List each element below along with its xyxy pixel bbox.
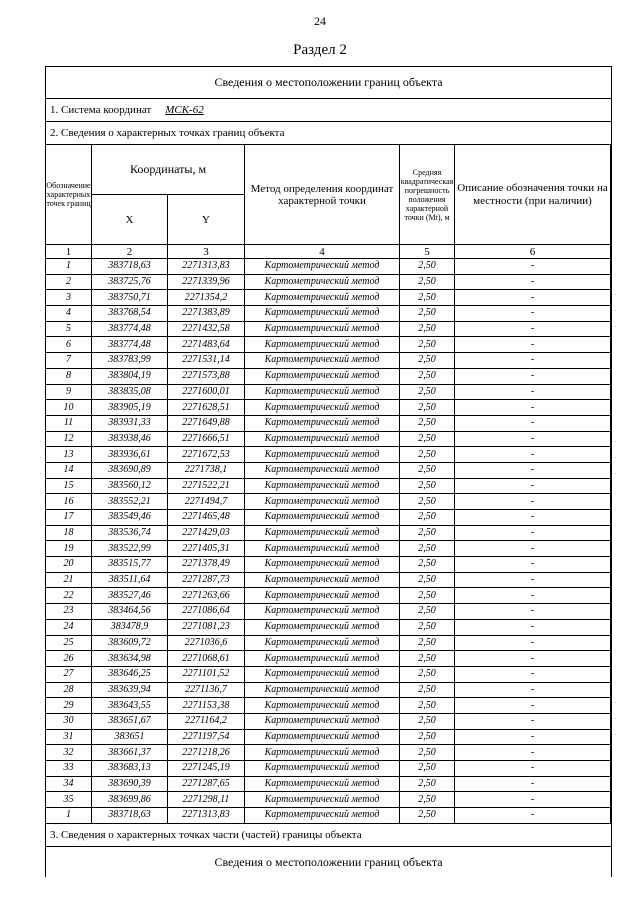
x-cell: 383536,74 — [92, 525, 168, 541]
table-row — [46, 337, 611, 353]
x-cell: 383549,46 — [92, 510, 168, 526]
method-cell: Картометрический метод — [245, 541, 400, 557]
y-cell: 2271666,51 — [168, 431, 245, 447]
y-cell: 2271483,64 — [168, 337, 245, 353]
precision-cell: 2,50 — [400, 713, 455, 729]
y-cell: 2271164,2 — [168, 713, 245, 729]
precision-cell: 2,50 — [400, 400, 455, 416]
coord-system-row — [46, 99, 611, 122]
description-cell: - — [455, 572, 611, 588]
precision-cell: 2,50 — [400, 494, 455, 510]
x-cell: 383718,63 — [92, 259, 168, 275]
precision-cell: 2,50 — [400, 306, 455, 322]
table-row — [46, 619, 611, 635]
point-id-cell: 19 — [46, 541, 92, 557]
table-row — [46, 682, 611, 698]
x-cell: 383634,98 — [92, 651, 168, 667]
method-cell: Картометрический метод — [245, 666, 400, 682]
description-cell: - — [455, 588, 611, 604]
table-row — [46, 510, 611, 526]
description-cell: - — [455, 698, 611, 714]
method-cell: Картометрический метод — [245, 306, 400, 322]
y-cell: 2271628,51 — [168, 400, 245, 416]
precision-cell: 2,50 — [400, 745, 455, 761]
y-cell: 2271263,66 — [168, 588, 245, 604]
point-id-cell: 33 — [46, 761, 92, 777]
precision-cell: 2,50 — [400, 666, 455, 682]
description-cell: - — [455, 682, 611, 698]
point-id-cell: 27 — [46, 666, 92, 682]
precision-cell: 2,50 — [400, 415, 455, 431]
precision-cell: 2,50 — [400, 572, 455, 588]
y-cell: 2271287,65 — [168, 776, 245, 792]
precision-cell: 2,50 — [400, 337, 455, 353]
description-cell: - — [455, 400, 611, 416]
method-cell: Картометрический метод — [245, 321, 400, 337]
y-cell: 2271136,7 — [168, 682, 245, 698]
method-cell: Картометрический метод — [245, 682, 400, 698]
y-cell: 2271738,1 — [168, 462, 245, 478]
y-cell: 2271101,52 — [168, 666, 245, 682]
table-row — [46, 761, 611, 777]
description-cell: - — [455, 274, 611, 290]
precision-cell: 2,50 — [400, 541, 455, 557]
x-cell: 383639,94 — [92, 682, 168, 698]
points-table — [45, 145, 611, 824]
description-cell: - — [455, 729, 611, 745]
description-cell: - — [455, 745, 611, 761]
precision-cell: 2,50 — [400, 651, 455, 667]
table-row — [46, 415, 611, 431]
y-cell: 2271036,6 — [168, 635, 245, 651]
description-cell: - — [455, 604, 611, 620]
y-cell: 2271494,7 — [168, 494, 245, 510]
precision-cell: 2,50 — [400, 431, 455, 447]
table-row — [46, 541, 611, 557]
table-row — [46, 259, 611, 275]
precision-cell: 2,50 — [400, 776, 455, 792]
table-row — [46, 368, 611, 384]
table-row — [46, 651, 611, 667]
col-number: 4 — [245, 245, 400, 259]
x-cell: 383690,39 — [92, 776, 168, 792]
precision-cell: 2,50 — [400, 729, 455, 745]
y-cell: 2271218,26 — [168, 745, 245, 761]
point-id-cell: 16 — [46, 494, 92, 510]
description-cell: - — [455, 306, 611, 322]
x-cell: 383718,63 — [92, 808, 168, 824]
section-title: Раздел 2 — [293, 42, 347, 58]
description-cell: - — [455, 290, 611, 306]
description-cell: - — [455, 431, 611, 447]
method-cell: Картометрический метод — [245, 462, 400, 478]
col-number: 6 — [455, 245, 611, 259]
page-number: 24 — [314, 14, 326, 28]
method-cell: Картометрический метод — [245, 274, 400, 290]
table-row — [46, 306, 611, 322]
coord-system-value: МСК-62 — [165, 104, 204, 116]
y-cell: 2271522,21 — [168, 478, 245, 494]
method-cell: Картометрический метод — [245, 792, 400, 808]
method-cell: Картометрический метод — [245, 698, 400, 714]
point-id-cell: 18 — [46, 525, 92, 541]
precision-cell: 2,50 — [400, 525, 455, 541]
x-cell: 383774,48 — [92, 321, 168, 337]
x-cell: 383522,99 — [92, 541, 168, 557]
x-cell: 383936,61 — [92, 447, 168, 463]
precision-cell: 2,50 — [400, 808, 455, 824]
precision-cell: 2,50 — [400, 510, 455, 526]
method-cell: Картометрический метод — [245, 290, 400, 306]
precision-cell: 2,50 — [400, 353, 455, 369]
y-cell: 2271287,73 — [168, 572, 245, 588]
header-method: Метод определения координат характерной точки — [245, 145, 400, 245]
table-row — [46, 478, 611, 494]
parts-heading: 3. Сведения о характерных точках части (частей) границы объекта — [46, 824, 611, 847]
method-cell: Картометрический метод — [245, 368, 400, 384]
method-cell: Картометрический метод — [245, 808, 400, 824]
y-cell: 2271429,03 — [168, 525, 245, 541]
point-id-cell: 25 — [46, 635, 92, 651]
point-id-cell: 20 — [46, 557, 92, 573]
method-cell: Картометрический метод — [245, 525, 400, 541]
x-cell: 383560,12 — [92, 478, 168, 494]
table-row — [46, 353, 611, 369]
method-cell: Картометрический метод — [245, 776, 400, 792]
table-row — [46, 666, 611, 682]
table-row — [46, 431, 611, 447]
point-id-cell: 28 — [46, 682, 92, 698]
method-cell: Картометрический метод — [245, 353, 400, 369]
method-cell: Картометрический метод — [245, 572, 400, 588]
table-row — [46, 635, 611, 651]
point-id-cell: 1 — [46, 808, 92, 824]
method-cell: Картометрический метод — [245, 713, 400, 729]
precision-cell: 2,50 — [400, 682, 455, 698]
description-cell: - — [455, 510, 611, 526]
description-cell: - — [455, 337, 611, 353]
y-cell: 2271197,54 — [168, 729, 245, 745]
table-row — [46, 462, 611, 478]
precision-cell: 2,50 — [400, 447, 455, 463]
point-id-cell: 30 — [46, 713, 92, 729]
table-row — [46, 572, 611, 588]
point-id-cell: 34 — [46, 776, 92, 792]
point-id-cell: 10 — [46, 400, 92, 416]
x-cell: 383683,13 — [92, 761, 168, 777]
point-id-cell: 29 — [46, 698, 92, 714]
method-cell: Картометрический метод — [245, 337, 400, 353]
method-cell: Картометрический метод — [245, 400, 400, 416]
table-row — [46, 321, 611, 337]
description-cell: - — [455, 761, 611, 777]
x-cell: 383750,71 — [92, 290, 168, 306]
column-number-row — [46, 245, 611, 259]
point-id-cell: 11 — [46, 415, 92, 431]
y-cell: 2271245,19 — [168, 761, 245, 777]
y-cell: 2271432,58 — [168, 321, 245, 337]
table-row — [46, 588, 611, 604]
x-cell: 383804,19 — [92, 368, 168, 384]
header-row — [46, 145, 611, 195]
precision-cell: 2,50 — [400, 290, 455, 306]
table-row — [46, 808, 611, 824]
description-cell: - — [455, 494, 611, 510]
description-cell: - — [455, 713, 611, 729]
x-cell: 383511,64 — [92, 572, 168, 588]
point-id-cell: 17 — [46, 510, 92, 526]
table-row — [46, 713, 611, 729]
y-cell: 2271573,88 — [168, 368, 245, 384]
precision-cell: 2,50 — [400, 761, 455, 777]
point-id-cell: 2 — [46, 274, 92, 290]
table-row — [46, 290, 611, 306]
header-x: X — [92, 195, 168, 245]
x-cell: 383783,99 — [92, 353, 168, 369]
precision-cell: 2,50 — [400, 557, 455, 573]
precision-cell: 2,50 — [400, 274, 455, 290]
point-id-cell: 1 — [46, 259, 92, 275]
x-cell: 383768,54 — [92, 306, 168, 322]
method-cell: Картометрический метод — [245, 431, 400, 447]
method-cell: Картометрический метод — [245, 635, 400, 651]
point-id-cell: 8 — [46, 368, 92, 384]
description-cell: - — [455, 321, 611, 337]
table-row — [46, 525, 611, 541]
method-cell: Картометрический метод — [245, 729, 400, 745]
table-row — [46, 792, 611, 808]
point-id-cell: 13 — [46, 447, 92, 463]
x-cell: 383931,33 — [92, 415, 168, 431]
header-precision: Средняя квадратическая погрешность положения характерной точки (Mt), м — [400, 145, 455, 245]
description-cell: - — [455, 619, 611, 635]
precision-cell: 2,50 — [400, 384, 455, 400]
table-row — [46, 494, 611, 510]
method-cell: Картометрический метод — [245, 510, 400, 526]
point-id-cell: 24 — [46, 619, 92, 635]
y-cell: 2271339,96 — [168, 274, 245, 290]
table-row — [46, 698, 611, 714]
points-table-body — [46, 145, 611, 823]
x-cell: 383643,55 — [92, 698, 168, 714]
description-cell: - — [455, 259, 611, 275]
point-id-cell: 14 — [46, 462, 92, 478]
bottom-title: Сведения о местоположении границ объекта — [214, 854, 443, 869]
x-cell: 383905,19 — [92, 400, 168, 416]
method-cell: Картометрический метод — [245, 604, 400, 620]
x-cell: 383651 — [92, 729, 168, 745]
y-cell: 2271465,48 — [168, 510, 245, 526]
method-cell: Картометрический метод — [245, 478, 400, 494]
header-coords: Координаты, м — [92, 145, 245, 195]
y-cell: 2271405,31 — [168, 541, 245, 557]
y-cell: 2271600,01 — [168, 384, 245, 400]
header-point: Обозначение характерных точек границ — [46, 145, 92, 245]
frame-title: Сведения о местоположении границ объекта — [46, 67, 611, 99]
y-cell: 2271354,2 — [168, 290, 245, 306]
points-heading: 2. Сведения о характерных точках границ объекта — [46, 122, 611, 145]
x-cell: 383651,67 — [92, 713, 168, 729]
method-cell: Картометрический метод — [245, 619, 400, 635]
y-cell: 2271068,61 — [168, 651, 245, 667]
y-cell: 2271086,64 — [168, 604, 245, 620]
x-cell: 383478,9 — [92, 619, 168, 635]
description-cell: - — [455, 651, 611, 667]
method-cell: Картометрический метод — [245, 447, 400, 463]
x-cell: 383725,76 — [92, 274, 168, 290]
precision-cell: 2,50 — [400, 462, 455, 478]
header-y: Y — [168, 195, 245, 245]
precision-cell: 2,50 — [400, 321, 455, 337]
method-cell: Картометрический метод — [245, 761, 400, 777]
description-cell: - — [455, 792, 611, 808]
point-id-cell: 21 — [46, 572, 92, 588]
method-cell: Картометрический метод — [245, 557, 400, 573]
col-number: 5 — [400, 245, 455, 259]
x-cell: 383835,08 — [92, 384, 168, 400]
y-cell: 2271081,23 — [168, 619, 245, 635]
description-cell: - — [455, 415, 611, 431]
description-cell: - — [455, 368, 611, 384]
point-id-cell: 26 — [46, 651, 92, 667]
precision-cell: 2,50 — [400, 635, 455, 651]
table-row — [46, 776, 611, 792]
method-cell: Картометрический метод — [245, 415, 400, 431]
description-cell: - — [455, 384, 611, 400]
table-row — [46, 729, 611, 745]
description-cell: - — [455, 776, 611, 792]
col-number: 3 — [168, 245, 245, 259]
method-cell: Картометрический метод — [245, 651, 400, 667]
point-id-cell: 5 — [46, 321, 92, 337]
point-id-cell: 32 — [46, 745, 92, 761]
point-id-cell: 31 — [46, 729, 92, 745]
point-id-cell: 12 — [46, 431, 92, 447]
description-cell: - — [455, 541, 611, 557]
point-id-cell: 7 — [46, 353, 92, 369]
description-cell: - — [455, 635, 611, 651]
x-cell: 383527,46 — [92, 588, 168, 604]
x-cell: 383552,21 — [92, 494, 168, 510]
precision-cell: 2,50 — [400, 588, 455, 604]
y-cell: 2271649,88 — [168, 415, 245, 431]
description-cell: - — [455, 808, 611, 824]
table-row — [46, 604, 611, 620]
description-cell: - — [455, 525, 611, 541]
table-row — [46, 557, 611, 573]
point-id-cell: 23 — [46, 604, 92, 620]
y-cell: 2271313,83 — [168, 808, 245, 824]
point-id-cell: 15 — [46, 478, 92, 494]
method-cell: Картометрический метод — [245, 259, 400, 275]
col-number: 2 — [92, 245, 168, 259]
point-id-cell: 4 — [46, 306, 92, 322]
table-row — [46, 745, 611, 761]
precision-cell: 2,50 — [400, 259, 455, 275]
point-id-cell: 22 — [46, 588, 92, 604]
x-cell: 383938,46 — [92, 431, 168, 447]
coord-system-label: 1. Система координат — [50, 104, 152, 116]
y-cell: 2271153,38 — [168, 698, 245, 714]
description-cell: - — [455, 447, 611, 463]
y-cell: 2271383,89 — [168, 306, 245, 322]
x-cell: 383609,72 — [92, 635, 168, 651]
method-cell: Картометрический метод — [245, 588, 400, 604]
point-id-cell: 35 — [46, 792, 92, 808]
precision-cell: 2,50 — [400, 368, 455, 384]
boundary-info-frame — [45, 66, 612, 877]
precision-cell: 2,50 — [400, 619, 455, 635]
y-cell: 2271672,53 — [168, 447, 245, 463]
col-number: 1 — [46, 245, 92, 259]
table-row — [46, 400, 611, 416]
method-cell: Картометрический метод — [245, 745, 400, 761]
table-row — [46, 384, 611, 400]
precision-cell: 2,50 — [400, 604, 455, 620]
table-row — [46, 447, 611, 463]
method-cell: Картометрический метод — [245, 494, 400, 510]
header-description: Описание обозначения точки на местности (при наличии) — [455, 145, 611, 245]
x-cell: 383699,86 — [92, 792, 168, 808]
point-id-cell: 3 — [46, 290, 92, 306]
precision-cell: 2,50 — [400, 792, 455, 808]
description-cell: - — [455, 353, 611, 369]
method-cell: Картометрический метод — [245, 384, 400, 400]
x-cell: 383774,48 — [92, 337, 168, 353]
precision-cell: 2,50 — [400, 698, 455, 714]
x-cell: 383661,37 — [92, 745, 168, 761]
description-cell: - — [455, 462, 611, 478]
point-id-cell: 6 — [46, 337, 92, 353]
y-cell: 2271531,14 — [168, 353, 245, 369]
y-cell: 2271378,49 — [168, 557, 245, 573]
table-row — [46, 274, 611, 290]
y-cell: 2271298,11 — [168, 792, 245, 808]
description-cell: - — [455, 478, 611, 494]
y-cell: 2271313,83 — [168, 259, 245, 275]
precision-cell: 2,50 — [400, 478, 455, 494]
description-cell: - — [455, 666, 611, 682]
x-cell: 383690,89 — [92, 462, 168, 478]
description-cell: - — [455, 557, 611, 573]
x-cell: 383646,25 — [92, 666, 168, 682]
point-id-cell: 9 — [46, 384, 92, 400]
x-cell: 383515,77 — [92, 557, 168, 573]
x-cell: 383464,56 — [92, 604, 168, 620]
